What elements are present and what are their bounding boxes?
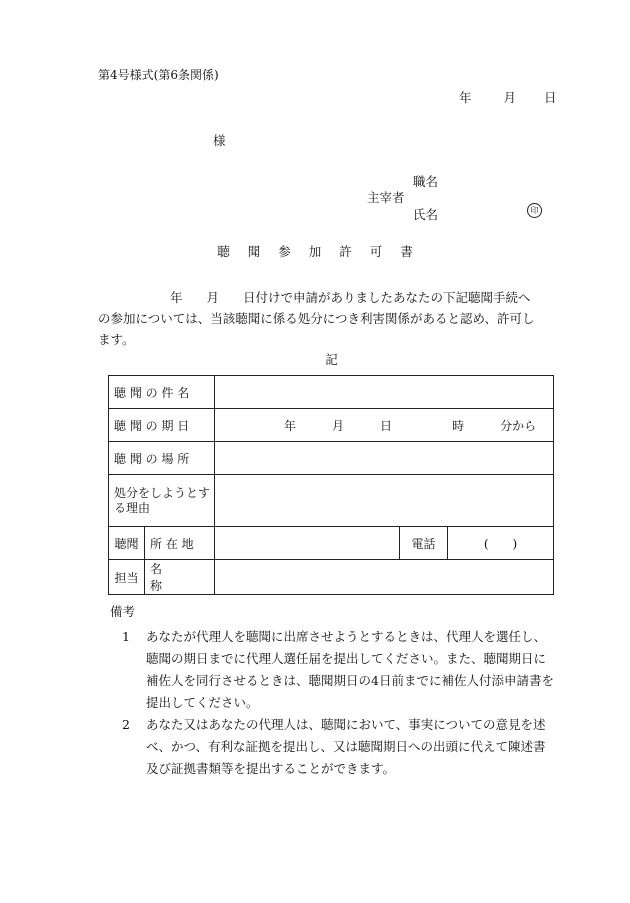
hearing-date-month: 月 [332, 418, 345, 433]
sender-title-label: 職名 [413, 174, 439, 189]
address-label: 所 在 地 [145, 527, 215, 560]
hearing-date-day: 日 [380, 418, 393, 433]
note-number: 1 [122, 629, 130, 644]
date-year: 年 [459, 90, 472, 105]
hearing-date-minute: 分から [500, 418, 537, 433]
name-field[interactable] [215, 560, 554, 595]
note-text: あなたが代理人を聴聞に出席させようとするときは、代理人を選任し、聴聞の期日までに代理人選任届を提出してください。また、聴聞期日に補佐人を同行させるときは、聴聞期日の4日前までに補佐人付添申請書を提出してください。 [146, 629, 554, 710]
case-name-label: 聴 聞 の 件 名 [109, 376, 215, 409]
date-month: 月 [503, 90, 516, 105]
sender-organizer-label: 主宰者 [367, 190, 405, 205]
place-label: 聴 聞 の 場 所 [109, 442, 215, 475]
note-item [110, 626, 555, 714]
notes-heading: 備考 [110, 604, 136, 619]
body-text: 日付けで申請がありましたあなたの下記聴聞手続への参加については、当該聴聞に係る処分につき利害関係があると認め、許可します。 [98, 290, 535, 347]
note-number: 2 [122, 717, 130, 732]
place-field[interactable] [215, 442, 554, 475]
title-char: 許 [339, 244, 352, 259]
title-char: 参 [278, 244, 291, 259]
reason-field[interactable] [215, 475, 554, 527]
address-field[interactable] [215, 527, 400, 560]
title-char: 聴 [217, 244, 230, 259]
name-label: 名 称 [145, 560, 215, 595]
notes-section [110, 602, 555, 780]
case-name-field[interactable] [215, 376, 554, 409]
sender-name-label: 氏名 [413, 207, 439, 222]
staff-label-top: 聴聞 [109, 527, 145, 560]
ki-heading: 記 [325, 352, 338, 367]
issue-date [459, 88, 556, 106]
title-char: 聞 [247, 244, 261, 259]
permission-body [98, 287, 543, 350]
reason-label: 処分をしようとする理由 [109, 475, 215, 527]
addressee-suffix: 様 [213, 133, 226, 148]
hearing-date-hour: 時 [452, 418, 465, 433]
note-item [110, 714, 555, 780]
hearing-date-year: 年 [284, 418, 297, 433]
date-day: 日 [543, 90, 557, 105]
form-number: 第4号様式(第6条関係) [98, 68, 219, 82]
hearing-date-field[interactable] [215, 409, 554, 442]
title-char: 可 [369, 244, 383, 259]
hearing-date-label: 聴 聞 の 期 日 [109, 409, 215, 442]
hearing-details-table [108, 375, 554, 595]
seal-mark: 印 [527, 203, 542, 218]
body-year: 年 [170, 290, 183, 305]
title-char: 書 [400, 244, 413, 259]
title-char: 加 [308, 244, 322, 259]
document-title [0, 242, 630, 260]
note-text: あなた又はあなたの代理人は、聴聞において、事実についての意見を述べ、かつ、有利な証拠を提出し、又は聴聞期日への出頭に代えて陳述書及び証拠書類等を提出することができます。 [146, 717, 546, 776]
phone-label: 電話 [400, 527, 448, 560]
phone-field[interactable]: ( ) [448, 527, 554, 560]
body-month: 月 [206, 290, 220, 305]
staff-label-bottom: 担当 [109, 560, 145, 595]
